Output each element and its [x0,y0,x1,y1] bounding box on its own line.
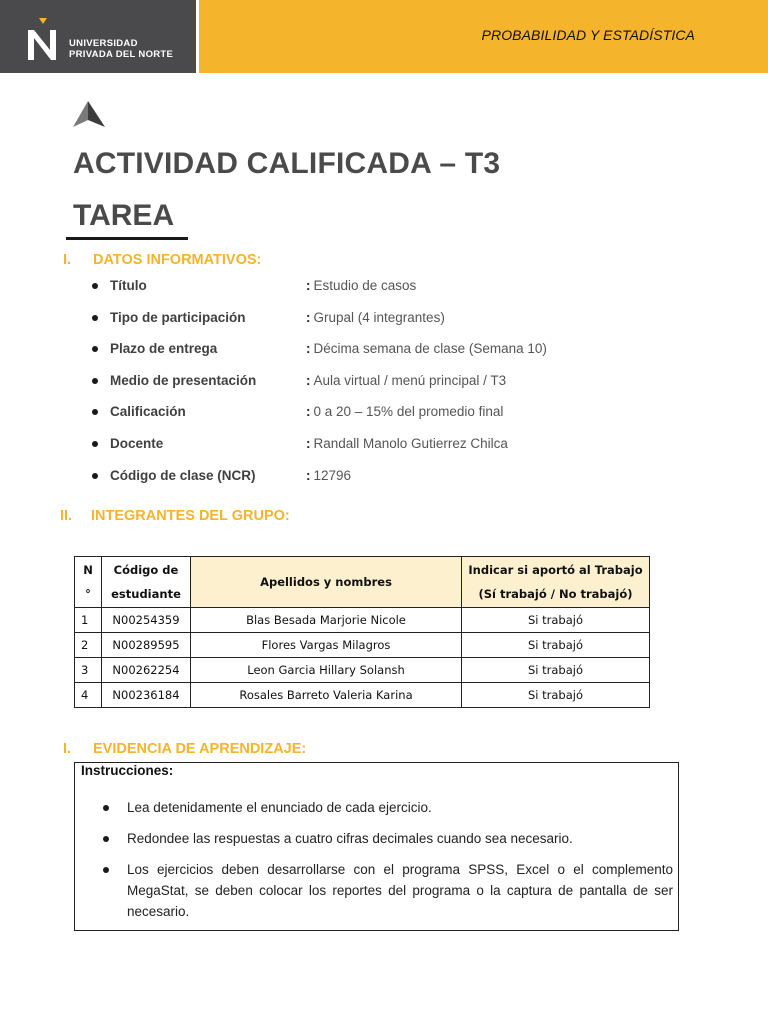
info-item-calificacion [92,404,652,436]
table-row [75,683,650,708]
info-list [92,278,652,499]
section-number: II. [60,508,73,524]
info-label: Título [110,278,147,293]
cell-code: N00262254 [102,658,191,683]
info-label: Docente [110,435,164,451]
cell-contribution: Si trabajó [462,658,650,683]
info-value: : 12796 [306,467,352,483]
bullet-icon [92,283,98,289]
navigation-arrow-icon [72,101,106,129]
instruction-item [103,828,673,849]
group-table [74,556,650,708]
instructions-title: Instrucciones: [81,763,174,778]
cell-code: N00289595 [102,633,191,658]
section-number: I. [63,252,72,268]
info-label: Plazo de entrega [110,341,218,357]
info-value: : Aula virtual / menú principal / T3 [306,372,507,388]
page-title: ACTIVIDAD CALIFICADA – T3 [73,147,501,180]
section-number: I. [63,741,72,757]
instruction-item [103,859,673,922]
bullet-icon [92,378,98,384]
info-item-docente [92,436,652,468]
cell-number: 4 [75,683,102,708]
cell-contribution: Si trabajó [462,633,650,658]
cell-contribution: Si trabajó [462,683,650,708]
cell-code: N00236184 [102,683,191,708]
header-number: N ° [75,557,102,608]
table-row [75,608,650,633]
bullet-icon [103,867,109,873]
logo-text [69,38,173,60]
info-label: Calificación [110,404,186,420]
cell-name: Leon Garcia Hillary Solansh [191,658,462,683]
table-header-row [75,557,650,608]
info-item-tipo [92,310,652,342]
bullet-icon [92,315,98,321]
info-value: : Randall Manolo Gutierrez Chilca [306,435,508,451]
header-names: Apellidos y nombres [191,557,462,608]
info-label: Tipo de participación [110,309,246,325]
upn-logo-icon [24,18,62,60]
info-value: : Décima semana de clase (Semana 10) [306,341,547,357]
cell-name: Blas Besada Marjorie Nicole [191,608,462,633]
bullet-icon [92,346,98,352]
bullet-icon [103,805,109,811]
header-logo-panel [0,0,196,73]
header-student-code: Código de estudiante [102,557,191,608]
table-row [75,633,650,658]
table-row [75,658,650,683]
instruction-item [103,797,673,818]
info-item-plazo [92,341,652,373]
cell-name: Flores Vargas Milagros [191,633,462,658]
info-value: : Grupal (4 integrantes) [306,309,445,325]
info-label: Código de clase (NCR) [110,467,256,483]
info-value: : 0 a 20 – 15% del promedio final [306,404,504,420]
section-label: INTEGRANTES DEL GRUPO: [91,508,290,524]
bullet-icon [103,836,109,842]
header-band [199,0,768,73]
cell-number: 3 [75,658,102,683]
course-name: PROBABILIDAD Y ESTADÍSTICA [481,27,695,43]
subtitle-underline [66,237,188,240]
cell-name: Rosales Barreto Valeria Karina [191,683,462,708]
cell-code: N00254359 [102,608,191,633]
cell-number: 1 [75,608,102,633]
instructions-list [103,797,673,932]
section-label: DATOS INFORMATIVOS: [93,252,262,268]
logo-line-1: UNIVERSIDAD [69,38,138,49]
bullet-icon [92,473,98,479]
logo-line-2: PRIVADA DEL NORTE [69,49,174,60]
info-value: : Estudio de casos [306,278,417,293]
cell-number: 2 [75,633,102,658]
info-label: Medio de presentación [110,372,257,388]
bullet-icon [92,409,98,415]
info-item-ncr [92,468,652,500]
instruction-text: Lea detenidamente el enunciado de cada ejercicio. [127,800,432,815]
header-contribution: Indicar si aportó al Trabajo (Sí trabajó / No trabajó) [462,557,650,608]
cell-contribution: Si trabajó [462,608,650,633]
bullet-icon [92,441,98,447]
info-item-medio [92,373,652,405]
info-item-titulo [92,278,652,310]
section-label: EVIDENCIA DE APRENDIZAJE: [93,741,307,757]
instruction-text: Redondee las respuestas a cuatro cifras decimales cuando sea necesario. [127,831,573,846]
page-subtitle: TAREA [73,199,175,232]
instructions-box [74,762,679,931]
instruction-text: Los ejercicios deben desarrollarse con el programa SPSS, Excel o el complemento MegaStat, se deben colocar los reportes del programa o la captura de pantalla de ser necesario. [127,862,673,919]
